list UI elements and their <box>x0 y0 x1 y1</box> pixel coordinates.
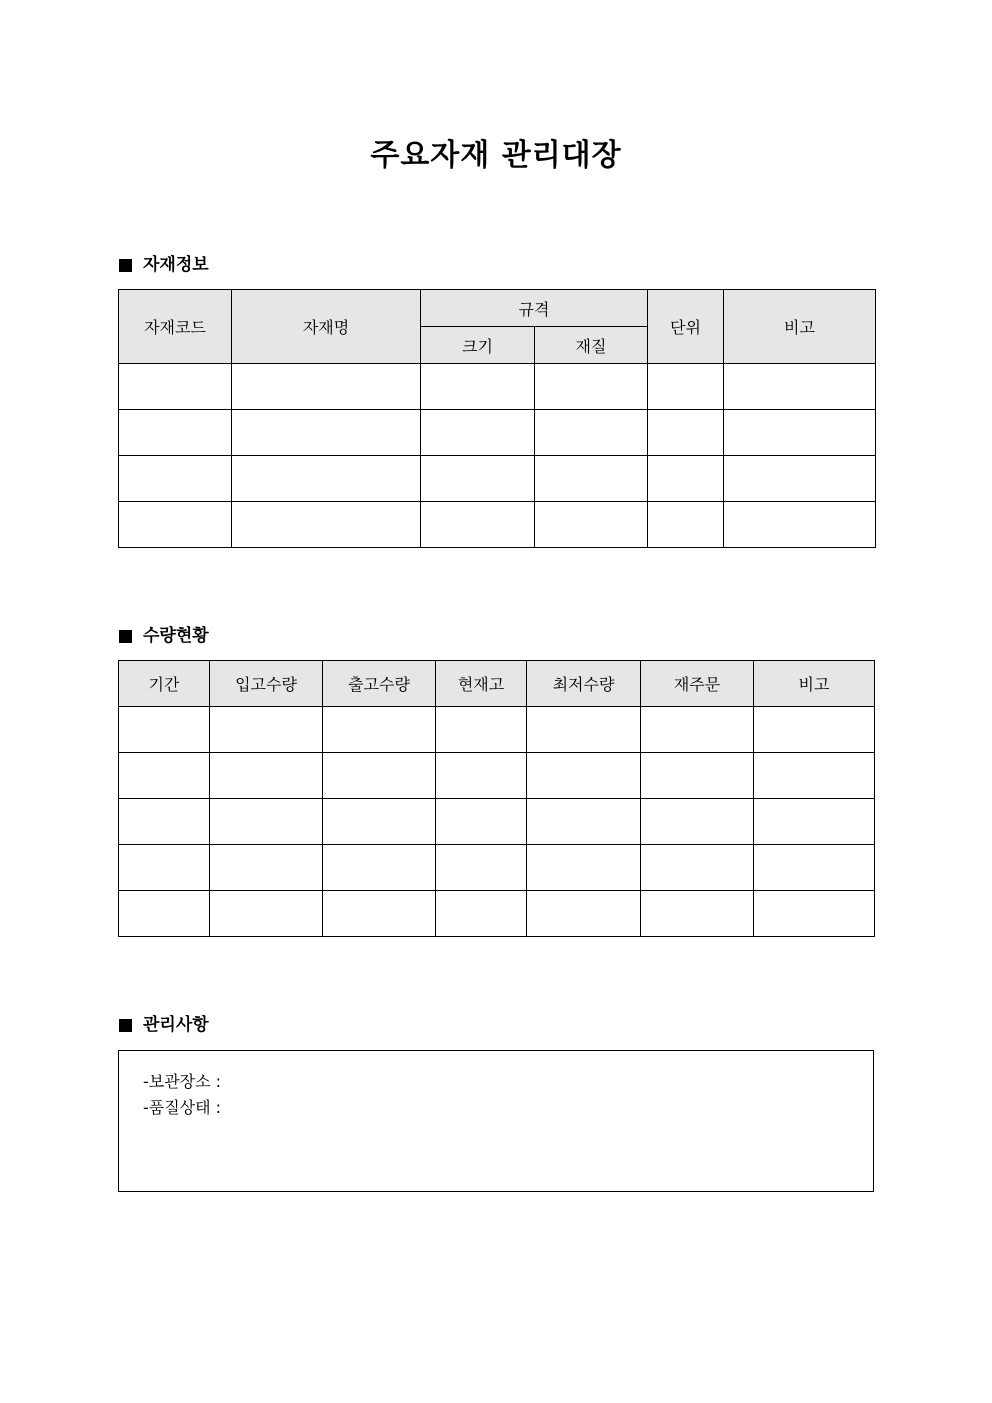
cell-spec-material[interactable] <box>535 502 648 548</box>
cell-spec-size[interactable] <box>421 502 535 548</box>
table-row <box>119 456 876 502</box>
cell-spec-material[interactable] <box>535 456 648 502</box>
cell-spec-material[interactable] <box>535 410 648 456</box>
cell-current-stock[interactable] <box>436 707 527 753</box>
cell-reorder[interactable] <box>641 707 754 753</box>
cell-remarks[interactable] <box>754 707 875 753</box>
table-row <box>119 753 875 799</box>
cell-material-name[interactable] <box>232 502 421 548</box>
note-storage-location <box>143 1072 221 1092</box>
cell-inbound-qty[interactable] <box>210 753 323 799</box>
table-row <box>119 364 876 410</box>
quantity-status-table <box>118 660 875 937</box>
cell-period[interactable] <box>119 891 210 937</box>
cell-remarks[interactable] <box>754 753 875 799</box>
header-min-qty: 최저수량 <box>527 661 641 707</box>
cell-material-name[interactable] <box>232 364 421 410</box>
cell-outbound-qty[interactable] <box>323 753 436 799</box>
cell-material-name[interactable] <box>232 410 421 456</box>
table-row <box>119 410 876 456</box>
cell-remarks[interactable] <box>754 891 875 937</box>
cell-current-stock[interactable] <box>436 753 527 799</box>
cell-reorder[interactable] <box>641 799 754 845</box>
cell-spec-size[interactable] <box>421 456 535 502</box>
header-reorder: 재주문 <box>641 661 754 707</box>
header-outbound-qty: 출고수량 <box>323 661 436 707</box>
cell-remarks[interactable] <box>724 456 876 502</box>
section-heading-label: 수량현황 <box>143 626 209 646</box>
cell-spec-material[interactable] <box>535 364 648 410</box>
cell-unit[interactable] <box>648 410 724 456</box>
cell-remarks[interactable] <box>754 845 875 891</box>
cell-remarks[interactable] <box>724 410 876 456</box>
cell-min-qty[interactable] <box>527 845 641 891</box>
cell-remarks[interactable] <box>724 364 876 410</box>
cell-inbound-qty[interactable] <box>210 845 323 891</box>
header-remarks: 비고 <box>724 290 876 364</box>
cell-spec-size[interactable] <box>421 364 535 410</box>
cell-current-stock[interactable] <box>436 891 527 937</box>
cell-material-code[interactable] <box>119 456 232 502</box>
header-unit: 단위 <box>648 290 724 364</box>
cell-material-code[interactable] <box>119 502 232 548</box>
header-period: 기간 <box>119 661 210 707</box>
square-bullet-icon <box>119 1019 132 1032</box>
square-bullet-icon <box>119 630 132 643</box>
cell-unit[interactable] <box>648 502 724 548</box>
document-title: 주요자재 관리대장 <box>370 138 622 173</box>
cell-unit[interactable] <box>648 364 724 410</box>
header-material-name: 자재명 <box>232 290 421 364</box>
cell-material-name[interactable] <box>232 456 421 502</box>
header-current-stock: 현재고 <box>436 661 527 707</box>
section-heading-management <box>119 1013 209 1037</box>
section-heading-label: 관리사항 <box>143 1015 209 1035</box>
cell-min-qty[interactable] <box>527 707 641 753</box>
cell-material-code[interactable] <box>119 410 232 456</box>
management-notes-box[interactable] <box>118 1050 874 1192</box>
cell-outbound-qty[interactable] <box>323 845 436 891</box>
cell-current-stock[interactable] <box>436 799 527 845</box>
cell-outbound-qty[interactable] <box>323 707 436 753</box>
cell-period[interactable] <box>119 707 210 753</box>
table-header-row <box>119 290 876 327</box>
cell-inbound-qty[interactable] <box>210 707 323 753</box>
cell-period[interactable] <box>119 845 210 891</box>
cell-current-stock[interactable] <box>436 845 527 891</box>
note-label: -품질상태 : <box>143 1098 222 1117</box>
header-spec-material: 재질 <box>535 327 648 364</box>
cell-min-qty[interactable] <box>527 891 641 937</box>
table-row <box>119 799 875 845</box>
header-spec: 규격 <box>421 290 648 327</box>
cell-remarks[interactable] <box>724 502 876 548</box>
cell-remarks[interactable] <box>754 799 875 845</box>
section-heading-label: 자재정보 <box>143 255 209 275</box>
header-material-code: 자재코드 <box>119 290 232 364</box>
section-heading-material-info <box>119 253 209 277</box>
cell-material-code[interactable] <box>119 364 232 410</box>
cell-reorder[interactable] <box>641 891 754 937</box>
square-bullet-icon <box>119 259 132 272</box>
cell-outbound-qty[interactable] <box>323 799 436 845</box>
table-row <box>119 845 875 891</box>
cell-outbound-qty[interactable] <box>323 891 436 937</box>
cell-reorder[interactable] <box>641 845 754 891</box>
cell-inbound-qty[interactable] <box>210 799 323 845</box>
table-row <box>119 502 876 548</box>
header-remarks: 비고 <box>754 661 875 707</box>
table-row <box>119 891 875 937</box>
cell-min-qty[interactable] <box>527 799 641 845</box>
note-quality-status <box>143 1098 221 1118</box>
cell-inbound-qty[interactable] <box>210 891 323 937</box>
table-row <box>119 707 875 753</box>
material-info-table <box>118 289 876 548</box>
cell-unit[interactable] <box>648 456 724 502</box>
note-label: -보관장소 : <box>143 1072 222 1091</box>
cell-period[interactable] <box>119 753 210 799</box>
header-spec-size: 크기 <box>421 327 535 364</box>
cell-period[interactable] <box>119 799 210 845</box>
cell-reorder[interactable] <box>641 753 754 799</box>
header-inbound-qty: 입고수량 <box>210 661 323 707</box>
table-header-row <box>119 661 875 707</box>
cell-min-qty[interactable] <box>527 753 641 799</box>
cell-spec-size[interactable] <box>421 410 535 456</box>
section-heading-quantity-status <box>119 624 209 648</box>
